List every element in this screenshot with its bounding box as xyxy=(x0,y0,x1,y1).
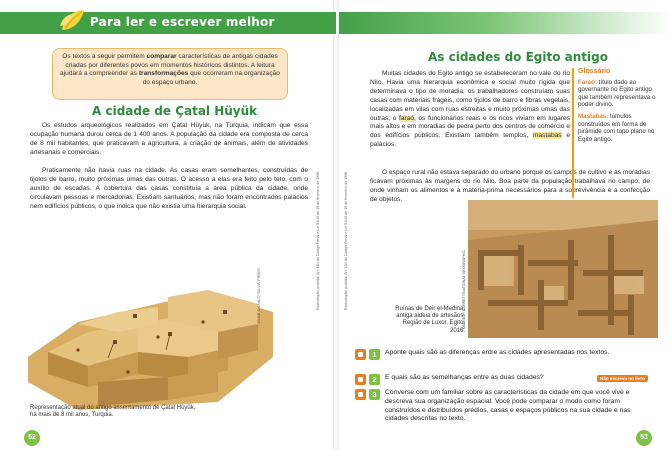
illustration-credit: JOSÉ DANILO SILVA PIRES xyxy=(256,268,261,324)
glossary-def-mastabas: túmulos construídos em forma de pirâmide com topo plano no Egito antigo. xyxy=(578,112,655,143)
term-farao-highlight: faraó xyxy=(399,114,415,122)
right-paragraph-1 xyxy=(370,70,570,150)
glossary-def-farao: título dado ao governante no Egito antigo que também representava o poder divino. xyxy=(578,78,656,109)
right-section-title: As cidades do Egito antigo xyxy=(428,50,608,64)
glossary-box xyxy=(572,68,660,198)
left-paragraph-1: Os estudos arqueológicos realizados em Çatal Hüyük, na Turquia, indicam que essa ocupação humana durou cerca de 1 400 anos. A população da cidade era composta de cerca de 8 mil habitantes, que praticavam a agricultura, a criação de animais, além de atividades artesanais e comerciais. xyxy=(30,122,308,156)
glossary-entry-mastabas xyxy=(578,113,660,143)
activity-number: 3 xyxy=(369,389,380,400)
right-para1-text-b: , os funcionários reais e os ricos viviam em lugares mais altos e em moradias de pedra perto dos centros de comércio e dos edifícios públicos. Existiam também templos, xyxy=(370,114,570,140)
leaf-icon xyxy=(58,6,88,36)
copyright-notice-right: Reprodução proibida. Art. 184 do Código Penal e Lei 9.610 de 19 de fevereiro de 1998. xyxy=(344,170,348,310)
activity-oral-icon xyxy=(355,374,366,385)
illustration-caption: Representação atual do antigo assentamento de Çatal Hüyük, há mais de 8 mil anos, Turquia. xyxy=(30,405,196,419)
left-paragraph-2: Praticamente não havia ruas na cidade. As casas eram semelhantes, construídas de tijolos de barro, muito próximas umas das outras. O acesso a elas era feito pelo teto, com o auxílio de escadas. A cobertura das casas constituía a área pública da cidade, onde circulavam pessoas e mercadorias. Existiam santuários, mas não foram encontrados palácios nem edifícios públicos, o que indica que não existia uma hierarquia social. xyxy=(30,167,308,210)
glossary-term-mastabas: Mastabas: xyxy=(578,112,609,120)
activity-text: Aponte quais são as diferenças entre as cidades apresentadas nos textos. xyxy=(385,349,610,356)
do-not-write-badge: Não escreva no livro xyxy=(597,375,648,382)
activity-family-icon xyxy=(355,389,366,400)
activity-text: Converse com um familiar sobre as características da cidade em que você vive e descreva sua organização espacial. Você pode comparar o modo como foram construídos e distribuídos prédios, casas e espaços públicos na sua cidade e nas cidades descritas no texto. xyxy=(385,389,631,423)
right-para1-text-a: Muitas cidades do Egito antigo se estabeleceram no vale do rio Nilo. Havia uma hierarquia econômica e social muito rígida que determinava o tipo de moradia: os trabalhadores construíam suas casas com materiais frágeis, como tijolos de barro e fibras vegetais, localizadas em vilas com ruas estreitas e muito próximas umas das outras; o xyxy=(370,70,570,122)
term-mastabas-highlight: mastabas xyxy=(532,132,562,140)
page-number-left: 52 xyxy=(24,430,40,446)
activity-text: E quais são as semelhanças entre as duas cidades? xyxy=(385,374,544,381)
page-number-right: 53 xyxy=(636,430,652,446)
right-paragraph-2: O espaço rural não estava separado do urbano porque os campos de cultivo e as moradias ficavam próximas às margens do rio Nilo. Boa parte da população trabalhava no campo, de onde vinham os alimentos e a matéria-prima necessários para a sobrevivência e a confecção de objetos. xyxy=(370,169,650,203)
intro-bold-1: comparar xyxy=(146,53,177,60)
book-gutter xyxy=(333,0,339,450)
intro-box xyxy=(52,48,288,100)
intro-text-1: Os textos a seguir permitem xyxy=(62,53,147,60)
left-section-title: A cidade de Çatal Hüyük xyxy=(92,104,258,118)
intro-bold-2: transformações xyxy=(138,70,189,78)
right-para1-text-c: e palácios. xyxy=(370,132,570,149)
activity-number: 1 xyxy=(369,349,380,360)
copyright-notice-left: Reprodução proibida. Art. 184 do Código Penal e Lei 9.610 de 19 de fevereiro de 1998. xyxy=(316,170,320,310)
section-header-title: Para ler e escrever melhor xyxy=(90,15,275,29)
photo-credit: KENNETH GARRETT/NATIONAL GEOGRAPHIC xyxy=(462,250,466,330)
catal-huyuk-illustration xyxy=(18,262,288,412)
intro-text-3: que ocorreram na organização do espaço urbano. xyxy=(142,70,280,86)
activity-number: 2 xyxy=(369,374,380,385)
photo-caption: Ruínas de Deir el-Medina, antiga aldeia de artesãos. Região de Luxor, Egito, 2016. xyxy=(395,306,465,334)
glossary-term-farao: Faraó: xyxy=(578,78,597,86)
deir-el-medina-photo xyxy=(468,200,658,338)
header-band-right xyxy=(339,12,671,34)
glossary-title: Glossário xyxy=(578,68,611,75)
activity-oral-icon xyxy=(355,349,366,360)
glossary-entry-farao xyxy=(578,79,660,109)
intro-text-2: características de antigas cidades criadas por diferentes povos em momentos históricos distintos. A leitura ajudará a compreender as xyxy=(60,53,278,78)
